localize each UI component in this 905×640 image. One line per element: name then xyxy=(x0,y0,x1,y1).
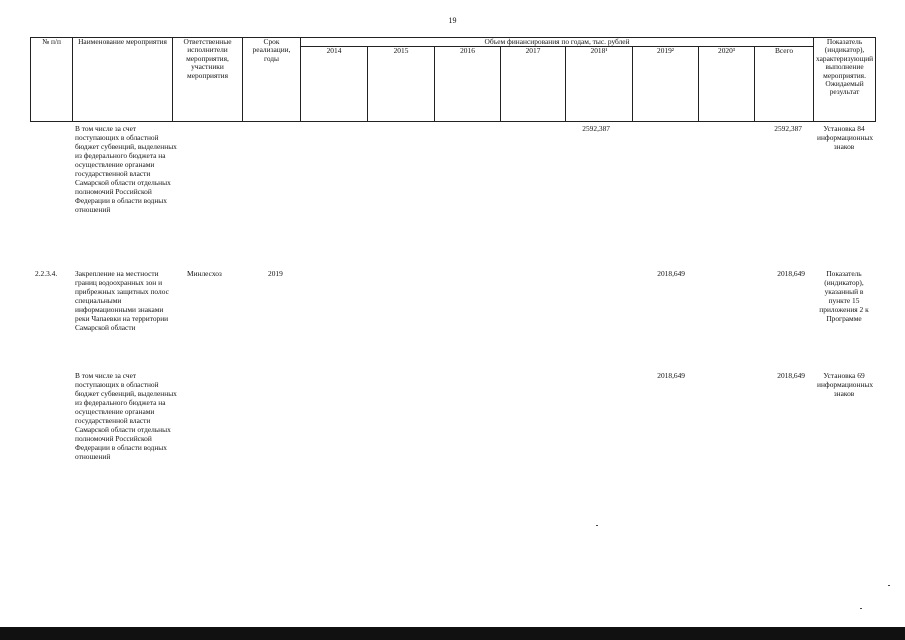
header-num: № п/п xyxy=(31,38,73,122)
header-year: 2020³ xyxy=(699,47,755,122)
header-year: 2019² xyxy=(633,47,699,122)
header-term: Срок реализации, годы xyxy=(243,38,301,122)
header-year: 2017 xyxy=(501,47,566,122)
row-value-2019: 2018,649 xyxy=(657,269,685,278)
header-indicator: Показатель (индикатор), характеризующий выполнение мероприятия. Ожидаемый результат xyxy=(814,38,876,122)
row-executors: Минлесхоз xyxy=(187,269,222,278)
header-year: Всего xyxy=(755,47,814,122)
row-value-2019: 2018,649 xyxy=(657,371,685,380)
header-year: 2015 xyxy=(368,47,435,122)
header-name: Наименование мероприятия xyxy=(73,38,173,122)
row-name: В том числе за счет поступающих в областной бюджет субвенций, выделенных из федерального бюджета на осуществление органами государственной власти Самарской области отдельных полномочий Российской Федерации в области водных отношений xyxy=(75,124,177,215)
header-year: 2016 xyxy=(435,47,501,122)
scan-speck xyxy=(888,585,890,586)
row-num: 2.2.3.4. xyxy=(35,269,58,278)
header-year: 2018¹ xyxy=(566,47,633,122)
scan-speck xyxy=(860,608,862,609)
row-value-2018: 2592,387 xyxy=(582,124,610,133)
scan-bottom-edge xyxy=(0,627,905,640)
row-value-total: 2018,649 xyxy=(777,269,805,278)
row-value-total: 2018,649 xyxy=(777,371,805,380)
row-name: В том числе за счет поступающих в областной бюджет субвенций, выделенных из федерального бюджета на осуществление органами государственной власти Самарской области отдельных полномочий Российской Федерации в области водных отношений xyxy=(75,371,177,462)
header-executors: Ответственные исполнители мероприятия, участники мероприятия xyxy=(173,38,243,122)
row-indicator: Установка 84 информационных знаков xyxy=(817,124,874,152)
table-header xyxy=(30,37,876,122)
header-funding: Объем финансирования по годам, тыс. рублей xyxy=(301,38,814,47)
row-indicator: Показатель (индикатор), указанный в пункте 15 приложения 2 к Программе xyxy=(819,269,869,324)
scan-speck xyxy=(596,525,598,526)
row-indicator: Установка 69 информационных знаков xyxy=(817,371,874,399)
row-name: Закрепление на местности границ водоохранных зон и прибрежных защитных полос специальными информационными знаками реки Чапаевки на территории Самарской области xyxy=(75,269,169,333)
header-year: 2014 xyxy=(301,47,368,122)
page-number: 19 xyxy=(448,16,457,25)
row-term: 2019 xyxy=(268,269,283,278)
row-value-total: 2592,387 xyxy=(774,124,802,133)
